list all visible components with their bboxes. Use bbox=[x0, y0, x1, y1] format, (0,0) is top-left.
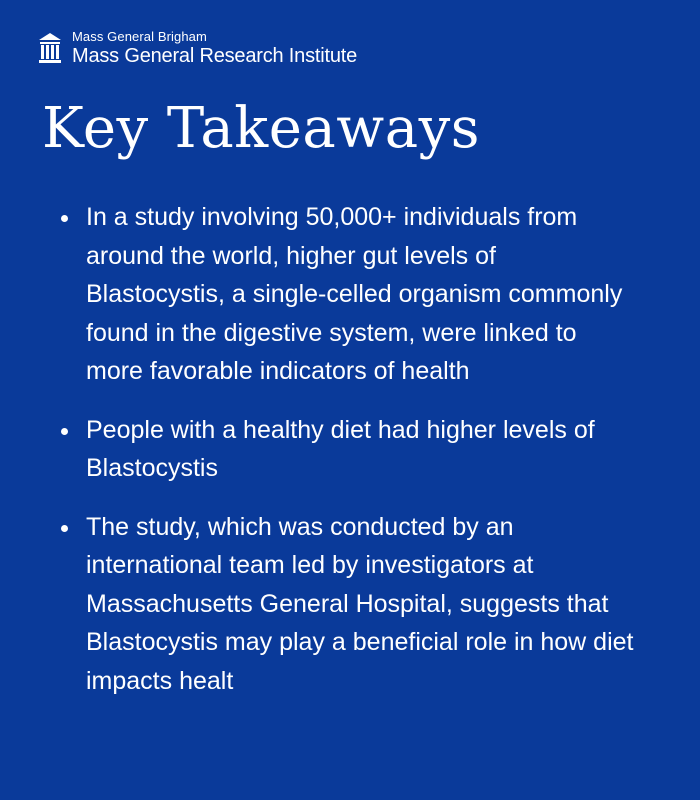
takeaway-text: The study, which was conducted by an international team led by investigators at Massachusetts General Hospital, suggests that Blastocystis may play a beneficial role in how diet impacts healt bbox=[86, 512, 634, 695]
institute-logo bbox=[38, 30, 357, 66]
bullet-icon bbox=[61, 428, 68, 435]
takeaway-item bbox=[50, 198, 640, 391]
takeaway-text: In a study involving 50,000+ individuals from around the world, higher gut levels of Blastocystis, a single-celled organism commonly found in the digestive system, were linked to more favorable indicators of health bbox=[86, 203, 623, 385]
logo-text bbox=[72, 30, 357, 66]
logo-institute-name: Mass General Research Institute bbox=[72, 45, 358, 67]
takeaway-item bbox=[50, 411, 640, 488]
building-columns-icon bbox=[38, 31, 62, 65]
takeaways-list bbox=[50, 198, 640, 720]
page-title: Key Takeaways bbox=[42, 96, 480, 161]
takeaway-text: People with a healthy diet had higher levels of Blastocystis bbox=[86, 415, 595, 482]
bullet-icon bbox=[61, 215, 68, 222]
logo-parent-org: Mass General Brigham bbox=[72, 29, 207, 44]
bullet-icon bbox=[61, 525, 68, 532]
takeaway-item bbox=[50, 508, 640, 701]
